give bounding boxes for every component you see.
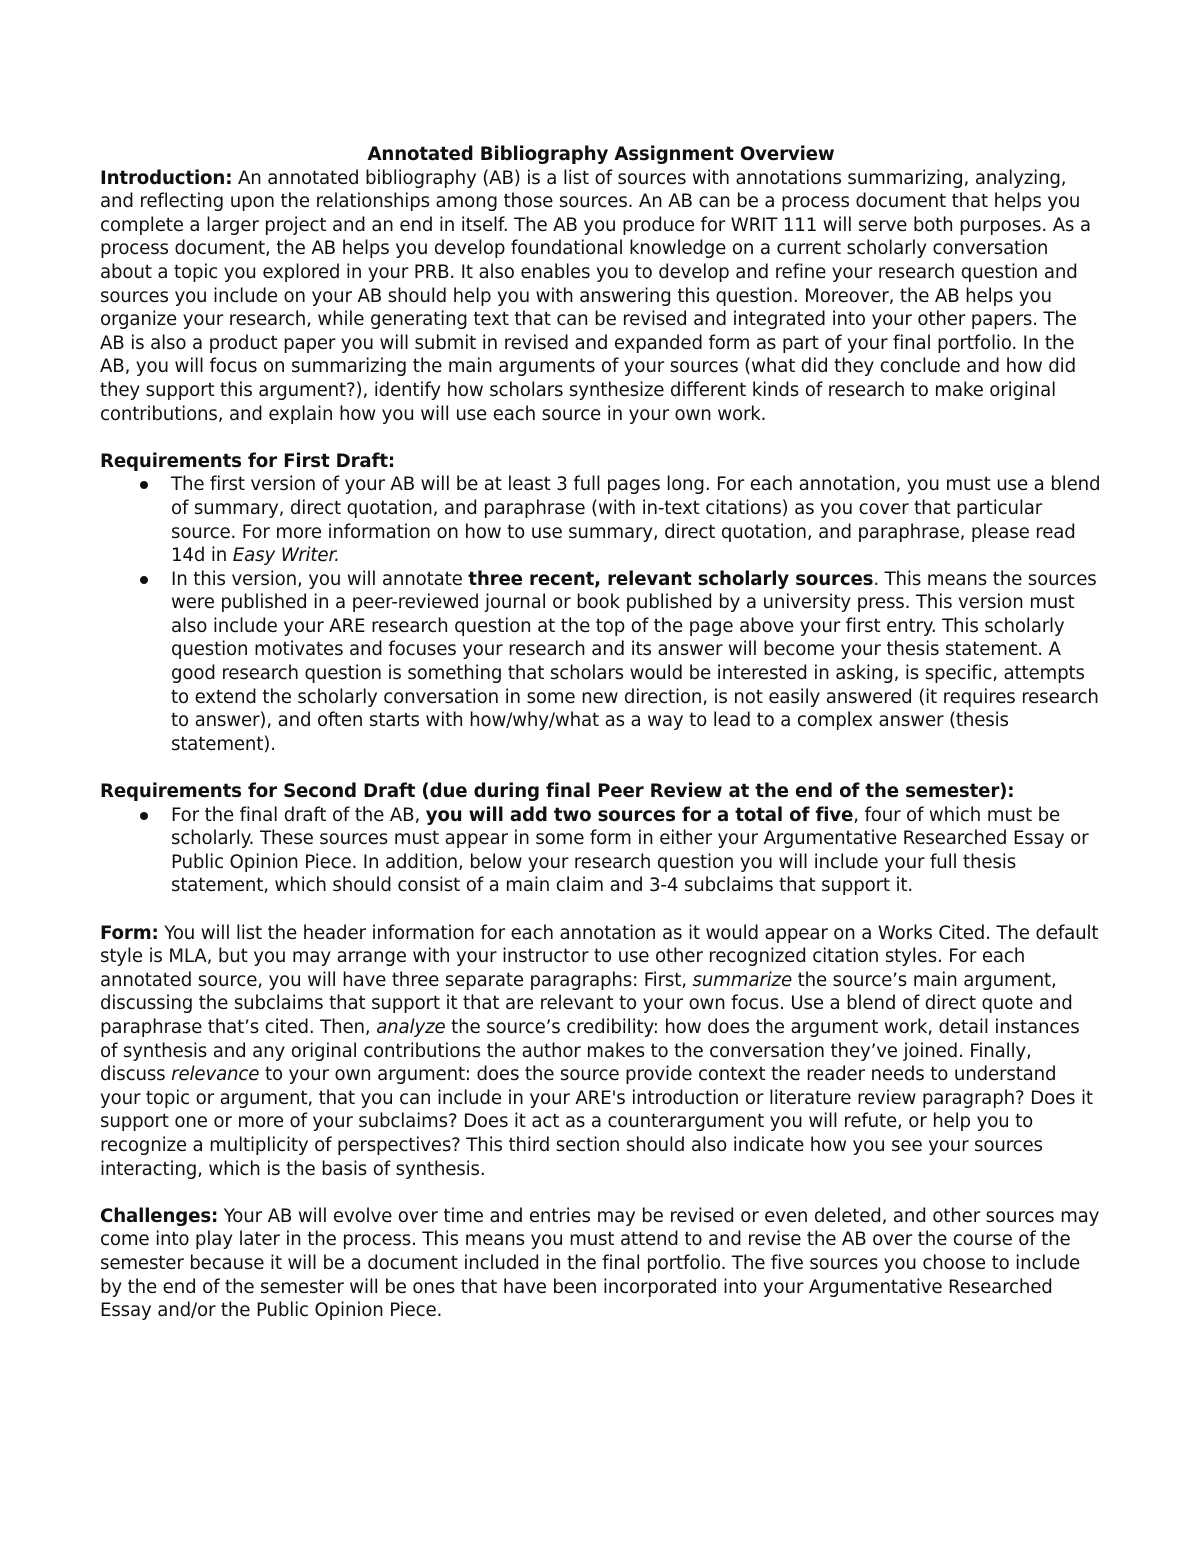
first-draft-bullet-2-bold: three recent, relevant scholarly sources	[468, 568, 874, 590]
spacer	[100, 1181, 1102, 1205]
second-draft-heading: Requirements for Second Draft (due during final Peer Review at the end of the semester):	[100, 781, 1015, 803]
first-draft-heading: Requirements for First Draft:	[100, 450, 395, 472]
bullet-icon	[140, 481, 148, 489]
second-draft-bullet-1-bold: you will add two sources for a total of five	[425, 804, 854, 826]
list-item	[171, 804, 1102, 898]
introduction-label: Introduction:	[100, 167, 233, 189]
bullet-icon	[140, 812, 148, 820]
first-draft-bullet-2-post: . This means the sources were published in a peer-reviewed journal or book published by a university press. This version must also include your ARE research question at the top of the page above your first entry. This scholarly question motivates and focuses your research and its answer will become your thesis statement. A good research question is something that scholars would be interested in asking, is specific, attempts to extend the scholarly conversation in some new direction, is not easily answered (it requires research to answer), and often starts with how/why/what as a way to lead to a complex answer (thesis statement).	[171, 568, 1099, 755]
challenges-text: Your AB will evolve over time and entries may be revised or even deleted, and other sources may come into play later in the process. This means you must attend to and revise the AB over the course of the semester because it will be a document included in the final portfolio. The five sources you choose to include by the end of the semester will be ones that have been incorporated into your Argumentative Researched Essay and/or the Public Opinion Piece.	[100, 1205, 1100, 1322]
first-draft-bullet-1-italic: Easy Writer.	[232, 545, 340, 567]
bullet-icon	[140, 576, 148, 584]
spacer	[100, 426, 1102, 450]
first-draft-bullet-2-pre: In this version, you will annotate	[171, 568, 469, 590]
challenges-label: Challenges:	[100, 1205, 219, 1227]
second-draft-bullet-1-pre: For the final draft of the AB,	[171, 804, 426, 826]
second-draft-bullet-1-post: , four of which must be scholarly. These sources must appear in some form in either your Argumentative Researched Essay or Public Opinion Piece. In addition, below your research question you will include your full thesis statement, which should consist of a main claim and 3-4 subclaims that support it.	[171, 804, 1089, 897]
first-draft-bullet-1-text: The first version of your AB will be at least 3 full pages long. For each annotation, you must use a blend of summary, direct quotation, and paraphrase (with in-text citations) as you cover that particular source. For more information on how to use summary, direct quotation, and paraphrase, please read 14d in	[171, 474, 1101, 567]
form-paragraph	[100, 922, 1102, 1182]
second-draft-list	[100, 804, 1102, 898]
document-page	[100, 143, 1102, 1323]
list-item	[171, 473, 1102, 567]
spacer	[100, 898, 1102, 922]
challenges-paragraph	[100, 1205, 1102, 1323]
form-text-3: the source’s credibility: how does the argument work, detail instances of synthesis and any original contributions the author makes to the conversation they’ve joined. Finally, discuss	[100, 1016, 1080, 1086]
list-item	[171, 568, 1102, 757]
form-italic-relevance: relevance	[171, 1064, 260, 1086]
first-draft-list	[100, 473, 1102, 756]
form-italic-summarize: summarize	[692, 969, 792, 991]
introduction-paragraph	[100, 167, 1102, 427]
spacer	[100, 756, 1102, 780]
form-label: Form:	[100, 922, 159, 944]
form-text-2: the source’s main argument, discussing the subclaims that support it that are relevant to your own focus. Use a blend of direct quote and paraphrase that’s cited. Then,	[100, 969, 1073, 1038]
form-text-1: You will list the header information for each annotation as it would appear on a Works Cited. The default style is MLA, but you may arrange with your instructor to use other recognized citation styles. For each annotated source, you will have three separate paragraphs: First,	[100, 922, 1099, 991]
introduction-text: An annotated bibliography (AB) is a list of sources with annotations summarizing, analyzing, and reflecting upon the relationships among those sources. An AB can be a process document that helps you complete a larger project and an end in itself. The AB you produce for WRIT 111 will serve both purposes. As a process document, the AB helps you develop foundational knowledge on a current scholarly conversation about a topic you explored in your PRB. It also enables you to develop and refine your research question and sources you include on your AB should help you with answering this question. Moreover, the AB helps you organize your research, while generating text that can be revised and integrated into your other papers. The AB is also a product paper you will submit in revised and expanded form as part of your final portfolio. In the AB, you will focus on summarizing the main arguments of your sources (what did they conclude and how did they support this argument?), identify how scholars synthesize different kinds of research to make original contributions, and explain how you will use each source in your own work.	[100, 167, 1091, 425]
form-italic-analyze: analyze	[376, 1016, 446, 1038]
page-title: Annotated Bibliography Assignment Overview	[367, 144, 835, 165]
form-text-4: to your own argument: does the source provide context the reader needs to understand your topic or argument, that you can include in your ARE's introduction or literature review paragraph? Does it support one or more of your subclaims? Does it act as a counterargument you will refute, or help you to recognize a multiplicity of perspectives? This third section should also indicate how you see your sources interacting, which is the basis of synthesis.	[100, 1064, 1093, 1180]
